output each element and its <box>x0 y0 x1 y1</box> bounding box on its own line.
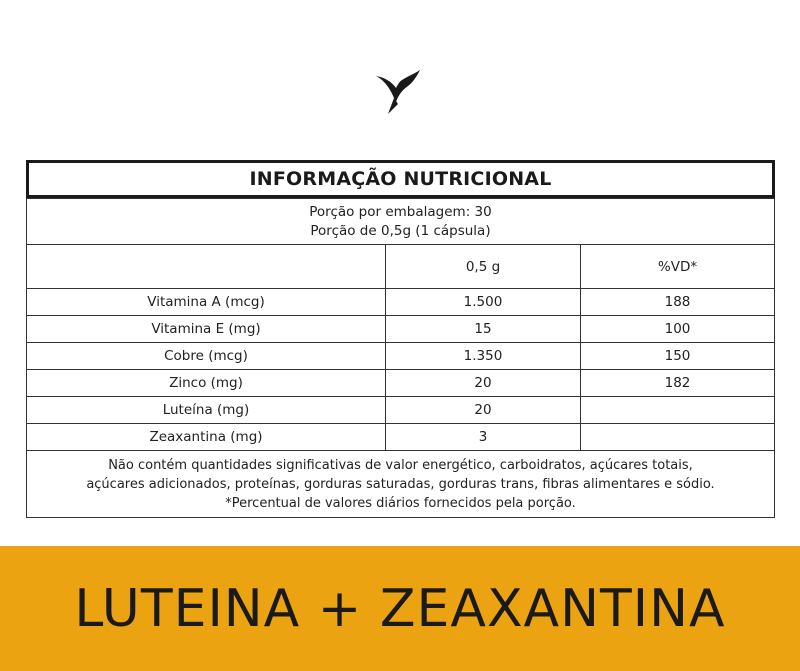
table-row <box>27 423 774 450</box>
product-name: LUTEINA + ZEAXANTINA <box>74 578 726 639</box>
nutrient-name: Zinco (mg) <box>169 375 243 391</box>
nutrition-table <box>26 160 775 518</box>
header-amount: 0,5 g <box>385 245 580 288</box>
nutrient-vd: 100 <box>580 316 774 342</box>
table-row <box>27 342 774 369</box>
nutrient-amount: 3 <box>385 424 580 450</box>
portion-info <box>27 198 774 244</box>
nutrient-vd: 182 <box>580 370 774 396</box>
nutrient-name: Luteína (mg) <box>162 402 250 418</box>
nutrient-name: Vitamina A (mcg) <box>147 294 265 310</box>
nutrient-name: Cobre (mcg) <box>164 348 248 364</box>
product-banner <box>0 546 800 671</box>
bird-logo-icon <box>374 68 422 116</box>
footnote-line-2: açúcares adicionados, proteínas, gorduras saturadas, gorduras trans, fibras alimentares e sódio. <box>86 476 715 492</box>
nutrient-vd: 188 <box>580 289 774 315</box>
nutrient-amount: 15 <box>385 316 580 342</box>
table-row <box>27 396 774 423</box>
nutrient-amount: 20 <box>385 397 580 423</box>
table-header-row <box>27 244 774 288</box>
nutrient-name: Zeaxantina (mg) <box>149 429 263 445</box>
nutrient-amount: 1.350 <box>385 343 580 369</box>
table-row <box>27 288 774 315</box>
portion-per-package: Porção por embalagem: 30 <box>309 203 492 220</box>
header-vd: %VD* <box>580 245 774 288</box>
footnote-line-3: *Percentual de valores diários fornecidos pela porção. <box>225 495 576 511</box>
header-nutrient <box>27 245 385 288</box>
table-row <box>27 369 774 396</box>
table-footnote <box>27 450 774 517</box>
table-row <box>27 315 774 342</box>
nutrient-amount: 1.500 <box>385 289 580 315</box>
nutrient-vd <box>580 424 774 450</box>
portion-size: Porção de 0,5g (1 cápsula) <box>310 222 491 239</box>
nutrient-name: Vitamina E (mg) <box>151 321 261 337</box>
table-title: INFORMAÇÃO NUTRICIONAL <box>26 160 775 198</box>
nutrient-vd <box>580 397 774 423</box>
nutrient-amount: 20 <box>385 370 580 396</box>
footnote-line-1: Não contém quantidades significativas de valor energético, carboidratos, açúcares totais, <box>108 457 693 473</box>
nutrient-vd: 150 <box>580 343 774 369</box>
